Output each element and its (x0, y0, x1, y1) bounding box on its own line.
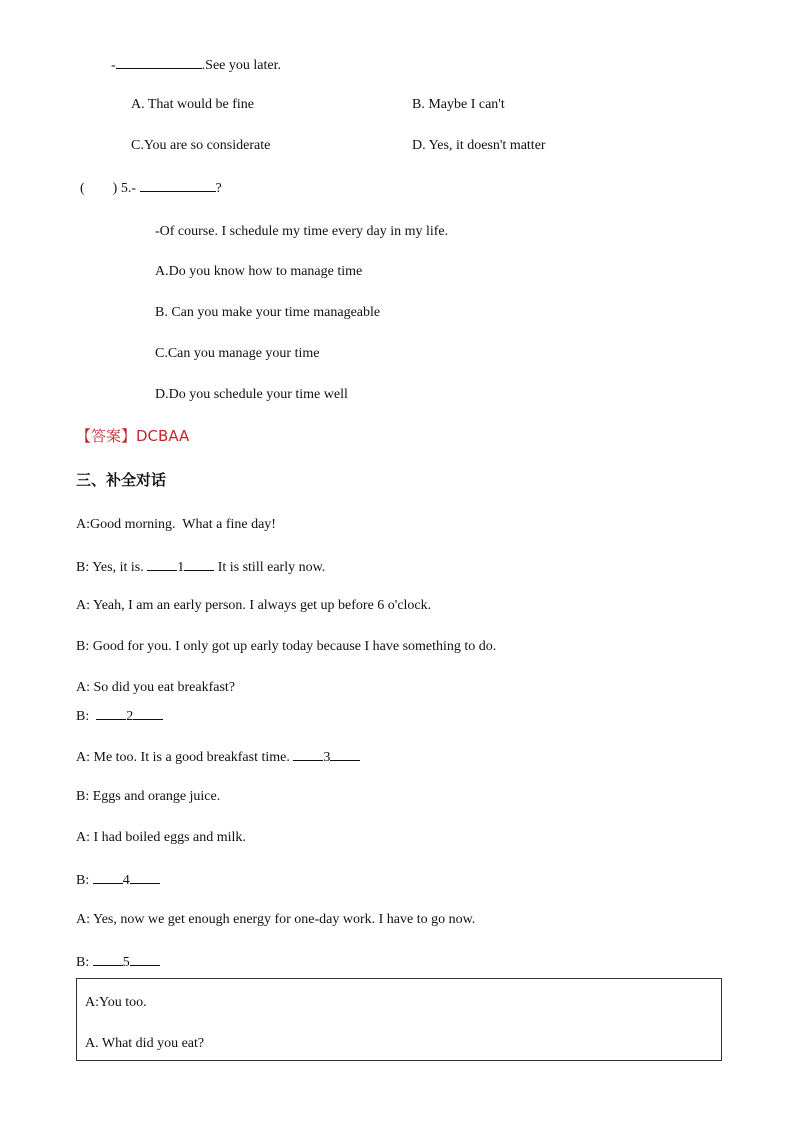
blank-1-number: 1 (177, 560, 185, 575)
q4-option-b[interactable]: B. Maybe I can't (412, 97, 505, 112)
section-heading: 三、补全对话 (76, 471, 167, 489)
q5-reply: -Of course. I schedule my time every day in my life. (155, 224, 449, 239)
dialogue-line-7 (76, 747, 360, 767)
q5-blank[interactable] (140, 178, 216, 192)
blank-5-left[interactable] (93, 952, 123, 966)
q4-blank[interactable] (116, 55, 202, 69)
q4-suffix: .See you later. (201, 58, 281, 73)
dialogue-line-7-start: A: Me too. It is a good breakfast time. (76, 750, 294, 765)
blank-1-left[interactable] (147, 557, 177, 571)
box-line-2: A. What did you eat? (85, 1036, 205, 1051)
answer-key: 【答案】DCBAA (76, 427, 190, 445)
blank-4-left[interactable] (93, 870, 123, 884)
dialogue-line-1: A:Good morning. What a fine day! (76, 517, 276, 532)
dialogue-line-2 (76, 557, 325, 577)
options-box (76, 978, 722, 1061)
dialogue-line-9: A: I had boiled eggs and milk. (76, 830, 246, 845)
blank-4-right[interactable] (130, 870, 160, 884)
dialogue-line-3: A: Yeah, I am an early person. I always get up before 6 o'clock. (76, 598, 432, 613)
q5-number: 5.- (120, 181, 136, 196)
q5-option-d[interactable]: D.Do you schedule your time well (155, 387, 348, 402)
q5-answer-paren[interactable]: ( ) (80, 181, 118, 196)
blank-4-number: 4 (122, 873, 130, 888)
dialogue-line-2-start: B: Yes, it is. (76, 560, 148, 575)
dialogue-line-6 (76, 706, 163, 726)
blank-5-right[interactable] (130, 952, 160, 966)
q5-stem (80, 178, 222, 198)
blank-2-left[interactable] (96, 706, 126, 720)
dialogue-line-11: A: Yes, now we get enough energy for one-day work. I have to go now. (76, 912, 476, 927)
dialogue-line-12 (76, 952, 160, 972)
box-line-1: A:You too. (85, 995, 147, 1010)
blank-3-left[interactable] (293, 747, 323, 761)
dialogue-line-5: A: So did you eat breakfast? (76, 680, 236, 695)
blank-3-right[interactable] (330, 747, 360, 761)
q5-question-mark: ? (215, 181, 222, 196)
dialogue-line-10-start: B: (76, 873, 93, 888)
dialogue-line-12-start: B: (76, 955, 93, 970)
q4-dash: - (111, 58, 116, 73)
q4-response-line (111, 55, 281, 75)
blank-1-right[interactable] (184, 557, 214, 571)
blank-2-number: 2 (126, 709, 134, 724)
dialogue-line-8: B: Eggs and orange juice. (76, 789, 221, 804)
blank-2-right[interactable] (133, 706, 163, 720)
dialogue-line-6-start: B: (76, 709, 97, 724)
q5-option-a[interactable]: A.Do you know how to manage time (155, 264, 363, 279)
q5-option-c[interactable]: C.Can you manage your time (155, 346, 320, 361)
dialogue-line-4: B: Good for you. I only got up early today because I have something to do. (76, 639, 497, 654)
blank-3-number: 3 (323, 750, 331, 765)
blank-5-number: 5 (122, 955, 130, 970)
q4-option-d[interactable]: D. Yes, it doesn't matter (412, 138, 546, 153)
q4-option-a[interactable]: A. That would be fine (131, 97, 254, 112)
q5-option-b[interactable]: B. Can you make your time manageable (155, 305, 381, 320)
q4-option-c[interactable]: C.You are so considerate (131, 138, 271, 153)
dialogue-line-10 (76, 870, 160, 890)
dialogue-line-2-end: It is still early now. (214, 560, 326, 575)
